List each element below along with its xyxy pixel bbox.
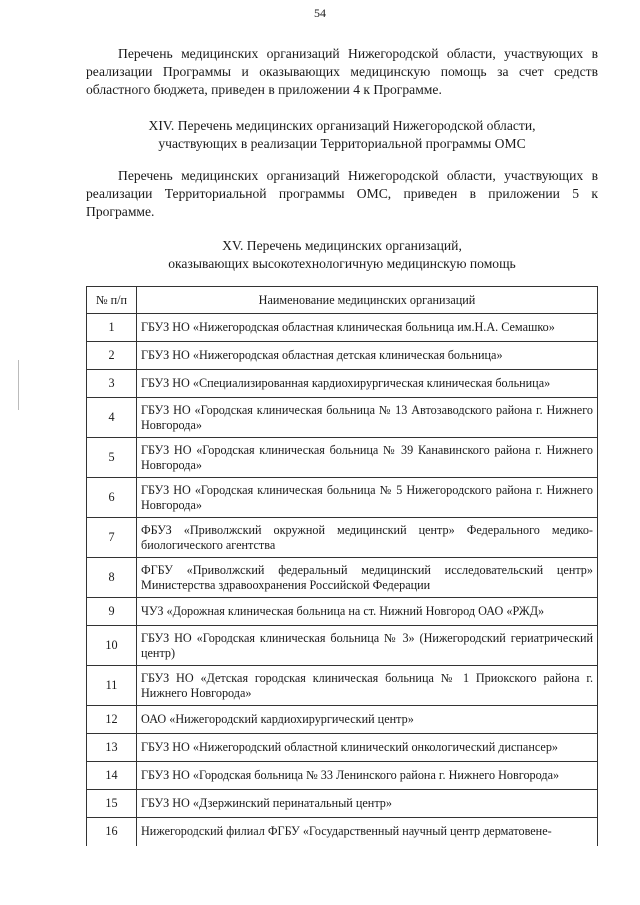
row-number: 13 bbox=[87, 734, 137, 762]
scan-margin-mark bbox=[18, 360, 19, 410]
table-row bbox=[87, 558, 598, 598]
organization-name: ГБУЗ НО «Нижегородская областная клиническая больница им.Н.А. Семашко» bbox=[137, 314, 598, 342]
organization-name: Нижегородский филиал ФГБУ «Государственный научный центр дерматовене- bbox=[137, 818, 598, 846]
row-number: 7 bbox=[87, 518, 137, 558]
organization-name: ГБУЗ НО «Специализированная кардиохирургическая клиническая больница» bbox=[137, 370, 598, 398]
row-number: 12 bbox=[87, 706, 137, 734]
table-row bbox=[87, 762, 598, 790]
row-number: 2 bbox=[87, 342, 137, 370]
column-header-number: № п/п bbox=[87, 287, 137, 314]
table-header-row bbox=[87, 287, 598, 314]
table-row bbox=[87, 438, 598, 478]
row-number: 16 bbox=[87, 818, 137, 846]
section-15-title-line-1: XV. Перечень медицинских организаций, bbox=[222, 238, 462, 253]
table-row bbox=[87, 734, 598, 762]
section-15-heading bbox=[86, 237, 598, 273]
row-number: 5 bbox=[87, 438, 137, 478]
table-row bbox=[87, 706, 598, 734]
organization-name: ГБУЗ НО «Детская городская клиническая больница № 1 Приокского района г. Нижнего Новгорода» bbox=[137, 666, 598, 706]
table-row bbox=[87, 626, 598, 666]
table-row bbox=[87, 790, 598, 818]
row-number: 3 bbox=[87, 370, 137, 398]
row-number: 10 bbox=[87, 626, 137, 666]
row-number: 1 bbox=[87, 314, 137, 342]
organization-name: ГБУЗ НО «Нижегородская областная детская клиническая больница» bbox=[137, 342, 598, 370]
intro-paragraph: Перечень медицинских организаций Нижегородской области, участвующих в реализации Программы и оказывающих медицинскую помощь за счет средств областного бюджета, приведен в приложении 4 к Программе. bbox=[86, 46, 598, 97]
table-row bbox=[87, 370, 598, 398]
organization-name: ФБУЗ «Приволжский окружной медицинский центр» Федерального медико-биологического агентства bbox=[137, 518, 598, 558]
row-number: 6 bbox=[87, 478, 137, 518]
organization-name: ГБУЗ НО «Городская клиническая больница № 13 Автозаводского района г. Нижнего Новгорода» bbox=[137, 398, 598, 438]
organization-name: ЧУЗ «Дорожная клиническая больница на ст. Нижний Новгород ОАО «РЖД» bbox=[137, 598, 598, 626]
organization-name: ГБУЗ НО «Городская клиническая больница № 3» (Нижегородский гериатрический центр) bbox=[137, 626, 598, 666]
organization-name: ОАО «Нижегородский кардиохирургический центр» bbox=[137, 706, 598, 734]
row-number: 11 bbox=[87, 666, 137, 706]
organization-name: ФГБУ «Приволжский федеральный медицинский исследовательский центр» Министерства здравоохранения Российской Федерации bbox=[137, 558, 598, 598]
section-15-title-line-2: оказывающих высокотехнологичную медицинскую помощь bbox=[168, 256, 516, 271]
organization-name: ГБУЗ НО «Городская клиническая больница № 5 Нижегородского района г. Нижнего Новгорода» bbox=[137, 478, 598, 518]
section-14-title-line-1: XIV. Перечень медицинских организаций Нижегородской области, bbox=[148, 118, 536, 133]
page-number: 54 bbox=[314, 6, 326, 20]
organization-name: ГБУЗ НО «Городская больница № 33 Ленинского района г. Нижнего Новгорода» bbox=[137, 762, 598, 790]
table-row bbox=[87, 478, 598, 518]
section-14-title-line-2: участвующих в реализации Территориальной программы ОМС bbox=[158, 136, 526, 151]
section-14-heading bbox=[86, 117, 598, 153]
organization-name: ГБУЗ НО «Дзержинский перинатальный центр» bbox=[137, 790, 598, 818]
section-14-paragraph: Перечень медицинских организаций Нижегородской области, участвующих в реализации Территориальной программы ОМС, приведен в приложении 5 к Программе. bbox=[86, 168, 598, 219]
row-number: 8 bbox=[87, 558, 137, 598]
organization-name: ГБУЗ НО «Городская клиническая больница № 39 Канавинского района г. Нижнего Новгорода» bbox=[137, 438, 598, 478]
column-header-name: Наименование медицинских организаций bbox=[137, 287, 598, 314]
row-number: 15 bbox=[87, 790, 137, 818]
table-row bbox=[87, 518, 598, 558]
row-number: 9 bbox=[87, 598, 137, 626]
table-row bbox=[87, 598, 598, 626]
organization-name: ГБУЗ НО «Нижегородский областной клинический онкологический диспансер» bbox=[137, 734, 598, 762]
table-row bbox=[87, 314, 598, 342]
table-row bbox=[87, 666, 598, 706]
row-number: 14 bbox=[87, 762, 137, 790]
table-row bbox=[87, 818, 598, 846]
table-row bbox=[87, 398, 598, 438]
table-row bbox=[87, 342, 598, 370]
row-number: 4 bbox=[87, 398, 137, 438]
medical-organizations-table bbox=[86, 286, 598, 846]
